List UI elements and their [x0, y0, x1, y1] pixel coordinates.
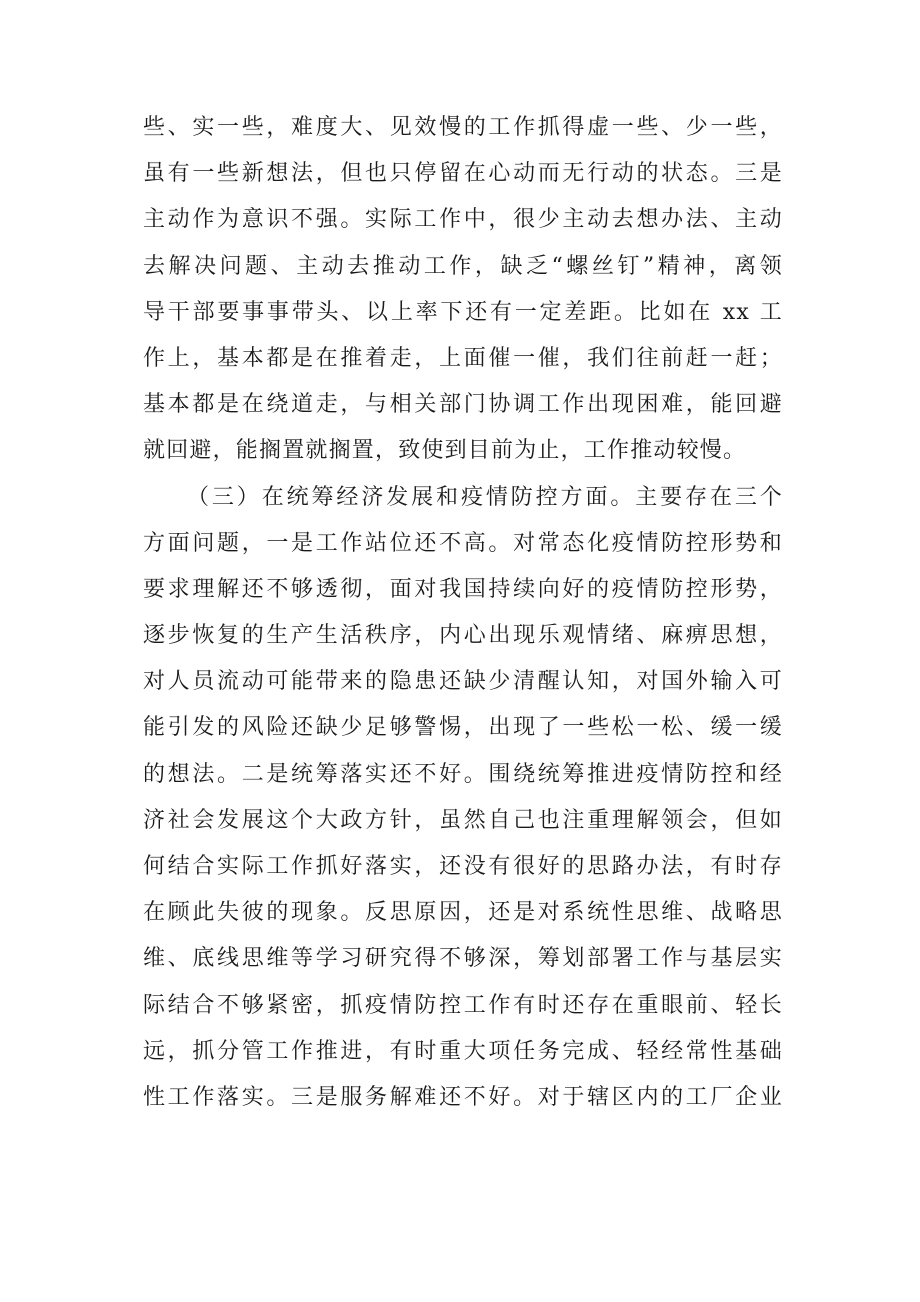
text-line: 维、底线思维等学习研究得不够深，筹划部署工作与基层实 [143, 946, 783, 972]
text-line: 作上，基本都是在推着走，上面催一催，我们往前赶一赶； [143, 345, 783, 371]
text-line: 济社会发展这个大政方针，虽然自己也注重理解领会，但如 [143, 807, 783, 833]
text-line: 对人员流动可能带来的隐患还缺少清醒认知，对国外输入可 [143, 669, 783, 695]
text-line: 远，抓分管工作推进，有时重大项任务完成、轻经常性基础 [143, 1038, 783, 1064]
document-body [143, 105, 783, 1121]
text-line: 去解决问题、主动去推动工作，缺乏“螺丝钉”精神，离领 [143, 253, 783, 279]
text-line: 能引发的风险还缺少足够警惕，出现了一些松一松、缓一缓 [143, 715, 783, 741]
text-line: 就回避，能搁置就搁置，致使到目前为止，工作推动较慢。 [143, 438, 747, 464]
text-line: 基本都是在绕道走，与相关部门协调工作出现困难，能回避 [143, 392, 783, 418]
text-line: 虽有一些新想法，但也只停留在心动而无行动的状态。三是 [143, 161, 783, 187]
text-line: 性工作落实。三是服务解难还不好。对于辖区内的工厂企业 [143, 1084, 783, 1110]
text-line: 逐步恢复的生产生活秩序，内心出现乐观情绪、麻痹思想， [143, 623, 783, 649]
section-heading-line: （三）在统筹经济发展和疫情防控方面。主要存在三个 [187, 484, 783, 510]
text-line: 要求理解还不够透彻，面对我国持续向好的疫情防控形势， [143, 576, 783, 602]
text-line: 的想法。二是统筹落实还不好。围绕统筹推进疫情防控和经 [143, 761, 783, 787]
text-line: 主动作为意识不强。实际工作中，很少主动去想办法、主动 [143, 207, 783, 233]
text-line: 导干部要事事带头、以上率下还有一定差距。比如在 xx 工 [143, 299, 783, 325]
text-line: 何结合实际工作抓好落实，还没有很好的思路办法，有时存 [143, 854, 783, 879]
text-line: 际结合不够紧密，抓疫情防控工作有时还存在重眼前、轻长 [143, 992, 783, 1018]
text-line: 在顾此失彼的现象。反思原因，还是对系统性思维、战略思 [143, 900, 783, 926]
text-line: 些、实一些，难度大、见效慢的工作抓得虚一些、少一些， [143, 115, 783, 140]
text-line: 方面问题，一是工作站位还不高。对常态化疫情防控形势和 [143, 530, 783, 556]
